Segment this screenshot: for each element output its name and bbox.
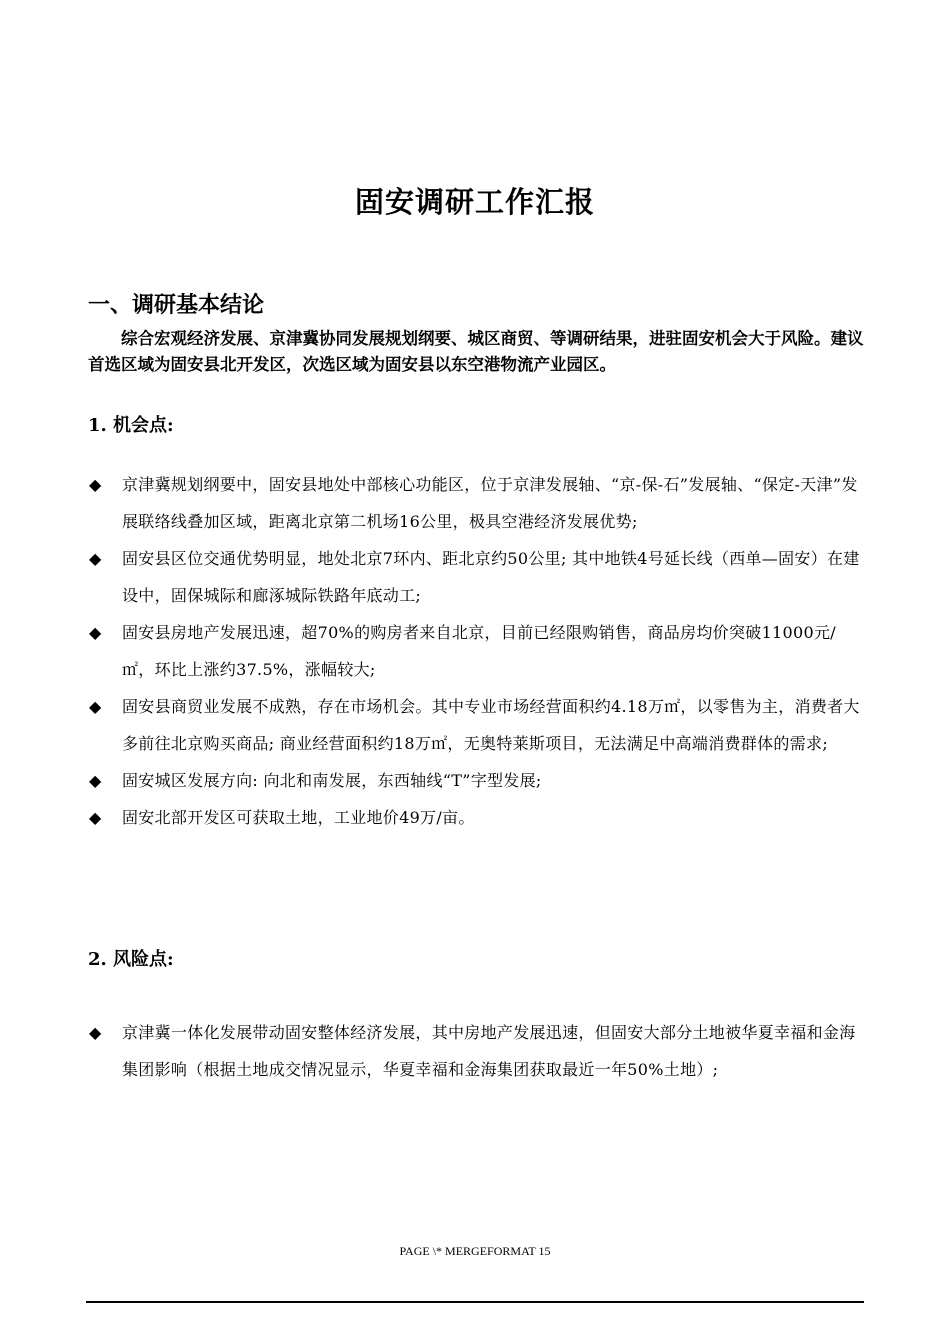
list-item-text: 固安县区位交通优势明显，地处北京7环内、距北京约50公里; 其中地铁4号延长线（西单—固安）在建设中，固保城际和廊涿城际铁路年底动工; [122,549,860,605]
list-item-text: 固安城区发展方向: 向北和南发展，东西轴线“T”字型发展; [122,771,542,790]
footer-divider [86,1301,864,1303]
risks-list [88,1014,864,1088]
diamond-bullet-icon: ◆ [89,549,102,568]
list-item [88,466,864,540]
diamond-bullet-icon: ◆ [89,623,102,642]
list-item [88,762,864,799]
list-item-text: 京津冀规划纲要中，固安县地处中部核心功能区，位于京津发展轴、“京-保-石”发展轴、“保定-天津”发展联络线叠加区域，距离北京第二机场16公里，极具空港经济发展优势; [122,475,858,531]
diamond-bullet-icon: ◆ [89,771,102,790]
section-heading-conclusions: 一、调研基本结论 [88,292,265,318]
list-item [88,799,864,836]
list-item [88,688,864,762]
page-footer: PAGE \* MERGEFORMAT 15 [399,1244,551,1258]
opportunities-list [88,466,864,836]
opportunities-heading: 1. 机会点: [88,415,174,436]
document-title: 固安调研工作汇报 [354,185,595,219]
list-item-text: 固安县商贸业发展不成熟，存在市场机会。其中专业市场经营面积约4.18万㎡，以零售为主，消费者大多前往北京购买商品; 商业经营面积约18万㎡，无奥特莱斯项目，无法满足中高端消费群体的需求; [122,697,860,753]
list-item-text: 固安北部开发区可获取土地，工业地价49万/亩。 [122,808,475,827]
diamond-bullet-icon: ◆ [89,808,102,827]
list-item [88,540,864,614]
diamond-bullet-icon: ◆ [89,697,102,716]
summary-paragraph: 综合宏观经济发展、京津冀协同发展规划纲要、城区商贸、等调研结果，进驻固安机会大于风险。建议首选区域为固安县北开发区，次选区域为固安县以东空港物流产业园区。 [88,329,864,374]
list-item-text: 京津冀一体化发展带动固安整体经济发展，其中房地产发展迅速，但固安大部分土地被华夏幸福和金海集团影响（根据土地成交情况显示，华夏幸福和金海集团获取最近一年50%土地）; [122,1023,856,1079]
diamond-bullet-icon: ◆ [89,475,102,494]
list-item [88,1014,864,1088]
list-item [88,614,864,688]
list-item-text: 固安县房地产发展迅速，超70%的购房者来自北京，目前已经限购销售，商品房均价突破11000元/㎡，环比上涨约37.5%，涨幅较大; [122,623,836,679]
risks-heading: 2. 风险点: [88,949,174,970]
diamond-bullet-icon: ◆ [89,1023,102,1042]
